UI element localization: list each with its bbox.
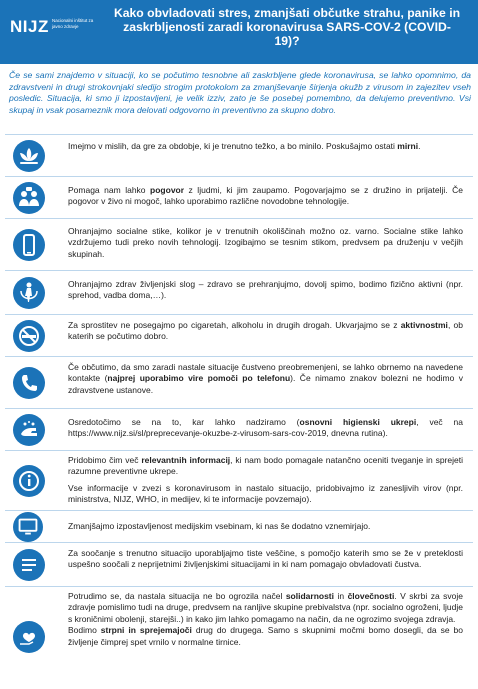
tip-row-solidarity [5,586,473,687]
monitor-icon [13,512,43,542]
tip-row-social [5,218,473,271]
tip-text: Zmanjšajmo izpostavljenost medijskim vsebinam, ki nas še dodatno vznemirjajo. [68,521,371,531]
tip-row-help [5,356,473,409]
tip-row-calm [5,134,473,177]
phone-call-icon [13,367,45,399]
tip-row-media [5,510,473,543]
tip-text: Za sprostitev ne posegajmo po cigaretah, alkoholu in drugih drogah. Ukvarjajmo se z aktivnostmi, ob katerih se počutimo dobro. [68,320,463,342]
tip-row-no-smoking [5,314,473,357]
no-smoking-icon [13,320,45,352]
header-banner [0,0,478,64]
tip-text: Ohranjajmo zdrav življenjski slog – zdravo se prehranjujmo, dovolj spimo, bodimo fizično aktivni (npr. sprehod, vadba doma,…). [68,279,463,301]
tip-text: Pridobimo čim več relevantnih informacij, ki nam bodo pomagale natančno oceniti tveganje in sprejeti razumne preventivne ukrepe. Vse informacije v zvezi s koronavirusom in nastalo situacijo, pridobivajmo iz zanesljivih virov (npr. ministrstva, NIJZ, WHO, in medijev, ki te informacije povzemajo). [68,455,463,505]
list-icon [13,549,45,581]
tip-text: Pomaga nam lahko pogovor z ljudmi, ki jim zaupamo. Pogovarjajmo se z družino in prijatelji. Če pogovor v živo ni mogoč, lahko uporabimo različne novodobne tehnologije. [68,185,463,207]
tip-text: Za soočanje s trenutno situacijo uporabljajmo tiste veščine, s pomočjo katerih smo se že v preteklosti uspešno soočali z neprijetnimi življenjskimi situacijami in ki nam pomagajo obvladovati čustva. [68,548,463,570]
tip-row-skills [5,542,473,587]
tip-text: Ohranjajmo socialne stike, kolikor je v trenutnih okoliščinah možno oz. varno. Socialne stike lahko vzdržujemo tudi preko novih tehnologij. Izogibajmo se tesnim stikom, predvsem pa druženju v večjih skupinah. [68,226,463,259]
lotus-icon [13,140,45,172]
page-title: Kako obvladovati stres, zmanjšati občutke strahu, panike in zaskrbljenosti zaradi koronavirusa SARS-COV-2 (COVID-19)? [113,6,461,48]
tip-row-conversation [5,176,473,219]
tip-text: Imejmo v mislih, da gre za obdobje, ki je trenutno težko, a bo minilo. Poskušajmo ostati mirni. [68,141,421,151]
tip-text: Če občutimo, da smo zaradi nastale situacije čustveno preobremenjeni, se lahko obrnemo na navedene kontakte (najprej uporabimo vire pomoči po telefonu). Če nimamo znakov bolezni ne hodimo v zdravstvene ustanove. [68,362,463,395]
jump-rope-icon [13,277,45,309]
nijz-logo: NIJZ [10,17,49,36]
intro-paragraph: Če se sami znajdemo v situaciji, ko se počutimo tesnobne ali zaskrbljene glede koronavirusa, se lahko opomnimo, da zdravstveni in drugi strokovnjaki sledijo strogim protokolom za zmanjševanje širjenja okužb z virusom in zajezitev vseh posledic. Situacija, ki smo ji izpostavljeni, je velik izziv, zato je še posebej pomembno, da delujemo preventivno. Vsi skupaj in vsak posameznik mora delovati odgovorno in preventivno za skupno dobro. [9,70,471,115]
tip-row-hygiene [5,408,473,451]
tip-row-information [5,450,473,511]
logo-subtitle: Nacionalni inštitut za javno zdravje [52,18,94,29]
tip-text: Potrudimo se, da nastala situacija ne bo ogrozila načel solidarnosti in človečnosti. V skrbi za svoje zdravje pomislimo tudi na druge, predvsem na ranljive skupine prebivalstva (npr. socialno ogroženi, ljudje s kroničnimi obolenji, starejši..) in kako jim lahko pomagamo na način, da ne ogrozimo svojega zdravja. Bodimo strpni in sprejemajoči drug do drugega. Samo s skupnimi močmi bomo dosegli, da se bo življenje čimprej spet vrnilo v normalne tirnice. [68,591,463,647]
heart-hand-icon [13,621,45,653]
tip-text: Osredotočimo se na to, kar lahko nadziramo (osnovni higienski ukrepi, več na https://www.nijz.si/sl/preprecevanje-okuzbe-z-virusom-sars-cov-2019, dnevna rutina). [68,417,463,439]
information-icon [13,465,45,497]
conversation-icon [13,182,45,214]
smartphone-icon [13,229,45,261]
hand-washing-icon [13,414,45,446]
tip-row-lifestyle [5,270,473,315]
